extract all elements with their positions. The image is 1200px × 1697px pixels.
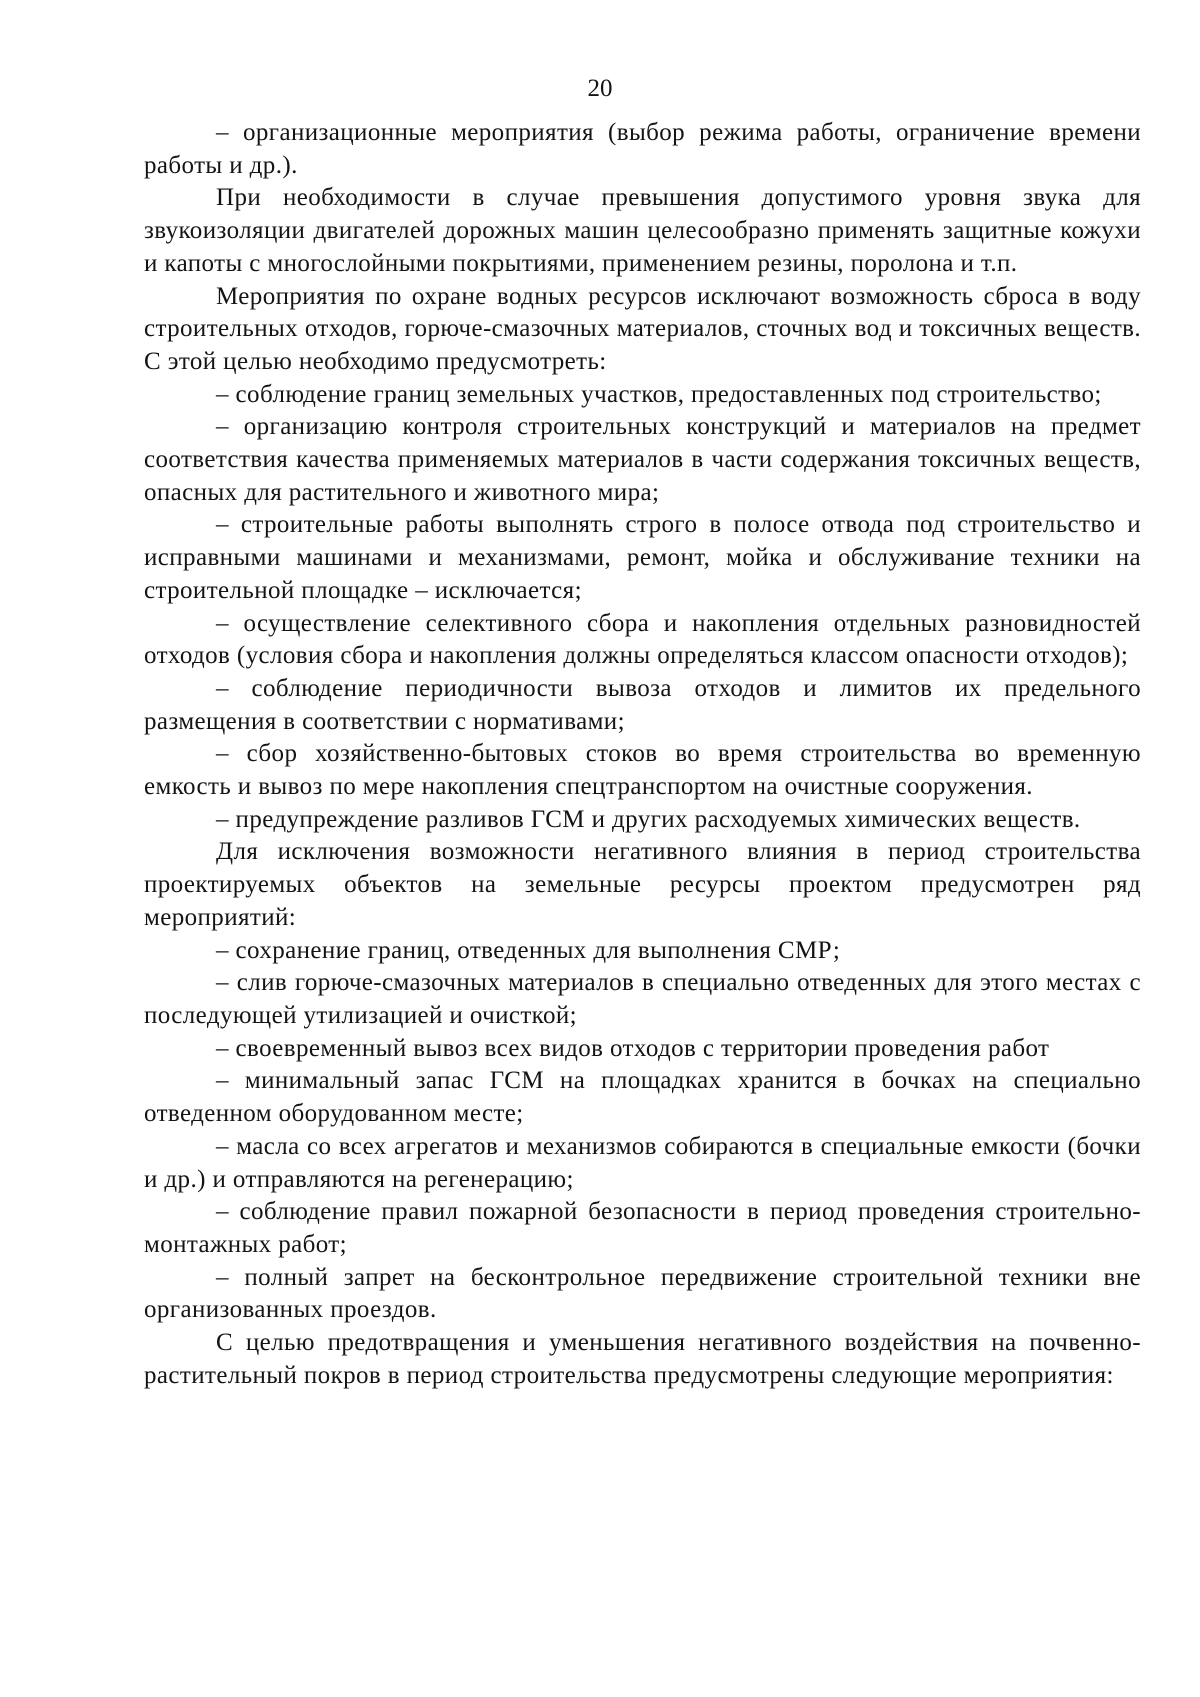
paragraph-organizational-measures: – организационные мероприятия (выбор режима работы, ограничение времени работы и др.). <box>144 119 1141 179</box>
page-number: 20 <box>587 75 613 102</box>
paragraph-soil-protection: С целью предотвращения и уменьшения негативного воздействия на почвенно-растительный покров в период строительства предусмотрены следующие мероприятия: <box>144 1329 1141 1389</box>
list-item-oil-regeneration: – масла со всех агрегатов и механизмов собираются в специальные емкости (бочки и др.) и отправляются на регенерацию; <box>144 1132 1141 1193</box>
list-item-waste-removal: – соблюдение периодичности вывоза отходов и лимитов их предельного размещения в соответствии с нормативами; <box>144 674 1141 735</box>
list-item-boundaries-preservation: – сохранение границ, отведенных для выполнения СМР; <box>216 936 841 964</box>
list-item-fuel-drain: – слив горюче-смазочных материалов в специально отведенных для этого местах с последующей утилизацией и очисткой; <box>144 969 1141 1029</box>
list-item-fire-safety: – соблюдение правил пожарной безопасности в период проведения строительно-монтажных работ; <box>144 1198 1141 1258</box>
list-item-materials-control: – организацию контроля строительных конструкций и материалов на предмет соответствия качества применяемых материалов в части содержания токсичных веществ, опасных для растительного и животного мира; <box>144 413 1141 506</box>
list-item-land-boundaries: – соблюдение границ земельных участков, предоставленных под строительство; <box>216 380 1102 408</box>
document-body <box>144 117 1141 1392</box>
list-item-timely-removal: – своевременный вывоз всех видов отходов с территории проведения работ <box>216 1034 1050 1062</box>
list-item-spill-prevention: – предупреждение разливов ГСМ и других расходуемых химических веществ. <box>216 805 1081 833</box>
list-item-waste-collection: – осуществление селективного сбора и накопления отдельных разновидностей отходов (условия сбора и накопления должны определяться классом опасности отходов); <box>144 609 1141 670</box>
paragraph-water-protection: Мероприятия по охране водных ресурсов исключают возможность сброса в воду строительных отходов, горюче-смазочных материалов, сточных вод и токсичных веществ. С этой целью необходимо предусмотреть: <box>144 282 1141 375</box>
paragraph-land-resources: Для исключения возможности негативного влияния в период строительства проектируемых объектов на земельные ресурсы проектом предусмотрен ряд мероприятий: <box>144 838 1141 931</box>
paragraph-sound-insulation: При необходимости в случае превышения допустимого уровня звука для звукоизоляции двигателей дорожных машин целесообразно применять защитные кожухи и капоты с многослойными покрытиями, применением резины, поролона и т.п. <box>144 184 1141 277</box>
list-item-sewage-collection: – сбор хозяйственно-бытовых стоков во время строительства во временную емкость и вывоз по мере накопления спецтранспортом на очистные сооружения. <box>144 740 1141 801</box>
list-item-construction-works: – строительные работы выполнять строго в полосе отвода под строительство и исправными машинами и механизмами, ремонт, мойка и обслуживание техники на строительной площадке – исключается; <box>144 511 1141 604</box>
list-item-vehicle-restriction: – полный запрет на бесконтрольное передвижение строительной техники вне организованных проездов. <box>144 1263 1141 1324</box>
list-item-fuel-storage: – минимальный запас ГСМ на площадках хранится в бочках на специально отведенном оборудованном месте; <box>144 1067 1141 1128</box>
